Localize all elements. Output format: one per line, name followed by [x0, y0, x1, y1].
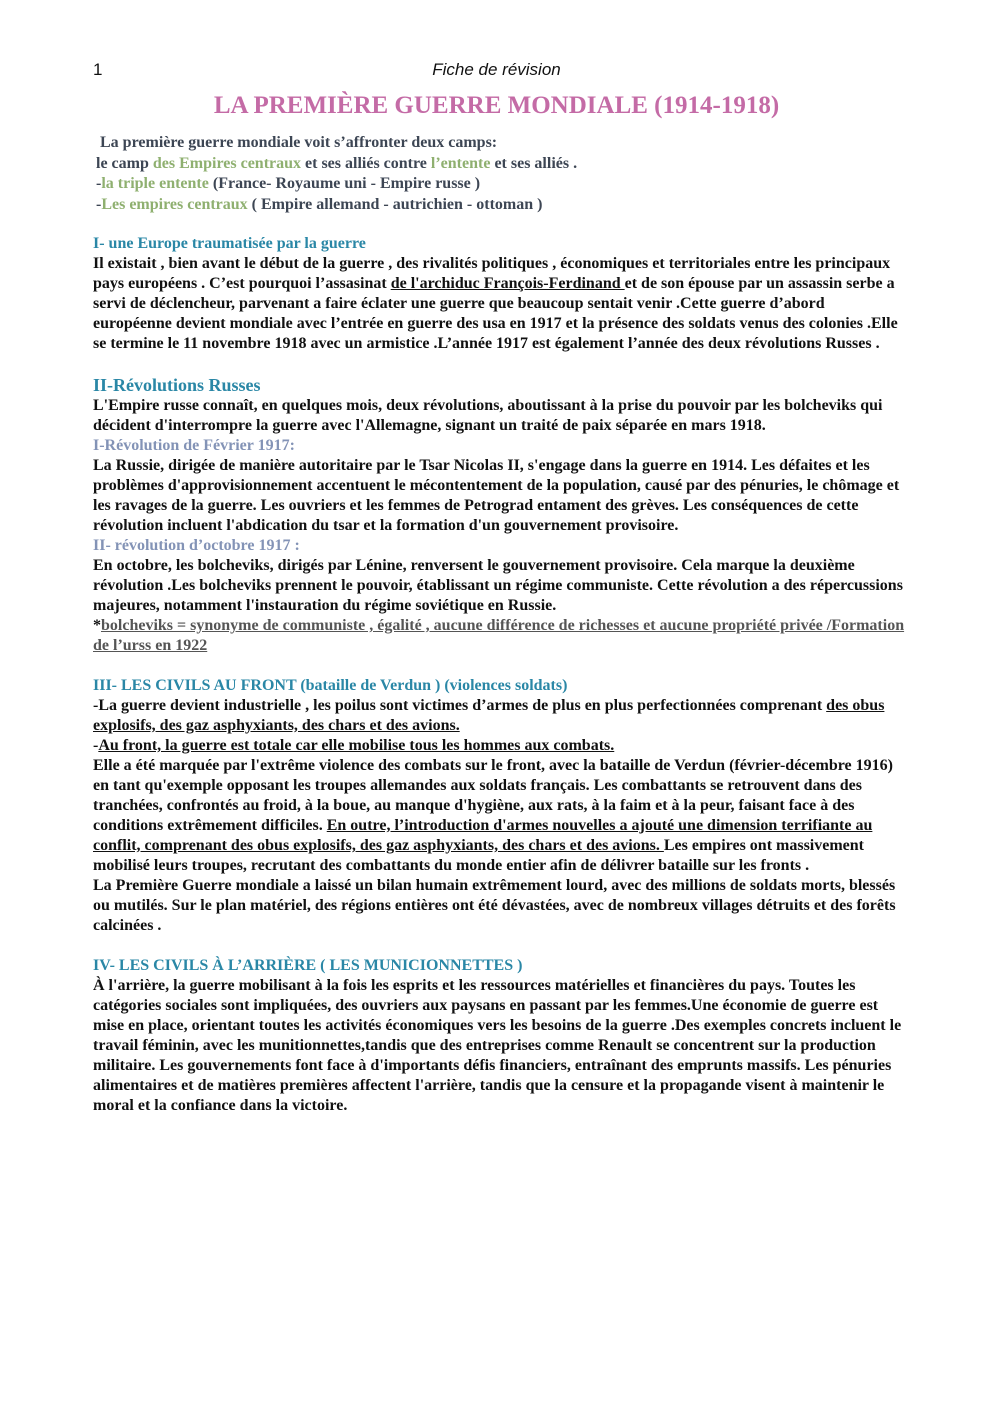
underlined-text: des obus explosifs, des gaz asphyxiants, des chars et des avions.: [93, 697, 885, 734]
section-3-paragraph-2: [93, 736, 905, 756]
section-heading-1: I- une Europe traumatisée par la guerre: [93, 235, 366, 252]
page-number: 1: [93, 60, 103, 79]
intro-text: (France- Royaume uni - Empire russe ): [208, 175, 481, 192]
section-3-paragraph-1: [93, 696, 905, 736]
paragraph-text: -: [93, 737, 99, 754]
section-3-paragraph-4: La Première Guerre mondiale a laissé un bilan humain extrêmement lourd, avec des millions de soldats morts, blessés ou mutilés. Sur le plan matériel, des régions entières ont été dévastées, avec de nombreux villages détruits et des forêts calcinées .: [93, 877, 896, 934]
section-2-paragraph-2: La Russie, dirigée de manière autoritaire par le Tsar Nicolas II, s'engage dans la guerre en 1914. Les défaites et les problèmes d'approvisionnement accentuent le mécontentement de la population, causé par des pénuries, le chômage et les ravages de la guerre. Les ouvriers et les femmes de Petrograd entament des grèves. Les conséquences de cette révolution incluent l'abdication du tsar et la formation d'un gouvernement provisoire.: [93, 457, 900, 534]
intro-line-3: [96, 174, 916, 195]
section-2-paragraph-1: L'Empire russe connaît, en quelques mois, deux révolutions, aboutissant à la prise du pouvoir par les bolcheviks qui décident d'interrompre la guerre avec l'Allemagne, signant un traité de paix séparée en mars 1918.: [93, 397, 883, 434]
document-body: [93, 234, 905, 1116]
section-1-paragraph: [93, 254, 905, 354]
camp-entente: l’entente: [430, 154, 491, 172]
intro-line-4: [96, 195, 916, 216]
section-3-paragraph-3: [93, 756, 905, 876]
underlined-text: de l'archiduc François-Ferdinand: [390, 275, 625, 292]
intro-block: [96, 133, 916, 215]
bolcheviks-note: [93, 616, 905, 656]
intro-text: et ses alliés .: [490, 154, 578, 172]
intro-text: ( Empire allemand - autrichien - ottoman ): [247, 195, 543, 213]
intro-text: -: [96, 175, 102, 192]
empires-centraux-label: Les empires centraux: [101, 195, 248, 213]
subheading-octobre-1917: II- révolution d’octobre 1917 :: [93, 537, 300, 554]
note-text: bolcheviks = synonyme de communiste , égalité , aucune différence de richesses et aucune propriété privée /Formation de l’urss en 1922: [93, 617, 905, 654]
underlined-text: Au front, la guerre est totale car elle mobilise tous les hommes aux combats.: [98, 737, 615, 754]
underlined-text: En outre, l’introduction d'armes nouvelles a ajouté une dimension terrifiante au conflit, comprenant des obus explosifs, des gaz asphyxiants, des chars et des avions.: [93, 817, 873, 854]
section-4-paragraph: À l'arrière, la guerre mobilisant à la fois les esprits et les ressources matérielles et financières du pays. Toutes les catégories sociales sont impliquées, des ouvriers aux paysans en passant par les femmes.Une économie de guerre est mise en place, orientant toutes les activités économiques vers les besoins de la guerre .Des exemples concrets incluent le travail féminin, avec les munitionnettes,tandis que des entreprises comme Renault se concentrent sur la production militaire. Les gouvernements font face à d'importants défis financiers, entraînant des emprunts massifs. Les pénuries alimentaires et de matières premières affectent l'arrière, tandis que la censure et la propagande visent à maintenir le moral et la confiance dans la victoire.: [93, 977, 902, 1114]
intro-text: -: [96, 195, 102, 213]
intro-line-2: [96, 154, 916, 175]
paragraph-text: Elle a été marquée par l'extrême violence des combats sur le front, avec la bataille de Verdun (février-décembre 1916) en tant qu'exemple opposant les troupes allemandes aux soldats français. Les combattants se retrouvent dans des tranchées, confrontés au froid, à la boue, au manque d'hygiène, aux rats, à la faim et à la peur, faisant face à des conditions extrêmement difficiles.: [93, 757, 893, 834]
document-header-title: Fiche de révision: [432, 60, 561, 79]
section-heading-2: II-Révolutions Russes: [93, 375, 261, 395]
page-title: LA PREMIÈRE GUERRE MONDIALE (1914-1918): [213, 92, 780, 119]
intro-line-1: La première guerre mondiale voit s’affronter deux camps:: [100, 134, 498, 151]
section-heading-3: III- LES CIVILS AU FRONT (bataille de Verdun ) (violences soldats): [93, 677, 568, 694]
intro-text: et ses alliés contre: [301, 154, 431, 172]
paragraph-text: Il existait , bien avant le début de la guerre , des rivalités politiques , économiques et territoriales entre les principaux pays européens . C’est pourquoi l’assasinat: [93, 255, 891, 292]
triple-entente-label: la triple entente: [101, 175, 209, 192]
subheading-fevrier-1917: I-Révolution de Février 1917:: [93, 437, 295, 454]
intro-text: le camp: [96, 154, 153, 172]
section-2-paragraph-3: En octobre, les bolcheviks, dirigés par Lénine, renversent le gouvernement provisoire. Cela marque la deuxième révolution .Les bolcheviks prennent le pouvoir, établissant un régime communiste. Cette révolution a des répercussions majeures, notamment l'instauration du régime soviétique en Russie.: [93, 557, 903, 614]
section-heading-4: IV- LES CIVILS À L’ARRIÈRE ( LES MUNICIONNETTES ): [93, 957, 523, 974]
paragraph-text: et de son épouse par un assassin serbe a servi de déclencheur, parvenant a faire éclater une guerre que beaucoup sentait venir .Cette guerre d’abord européenne devient mondiale avec l’entrée en guerre des usa en 1917 et la présence des soldats venus des colonies .Elle se termine le 11 novembre 1918 avec un armistice .L’année 1917 est également l’année des deux révolutions Russes .: [93, 275, 898, 352]
note-star: *: [93, 617, 101, 634]
paragraph-text: -La guerre devient industrielle , les poilus sont victimes d’armes de plus en plus perfectionnées comprenant: [93, 697, 827, 714]
paragraph-text: Les empires ont massivement mobilisé leurs troupes, recrutant des combattants du monde entier afin de délivrer bataille sur les fronts .: [93, 837, 864, 874]
camp-empires-centraux: des Empires centraux: [152, 154, 302, 172]
